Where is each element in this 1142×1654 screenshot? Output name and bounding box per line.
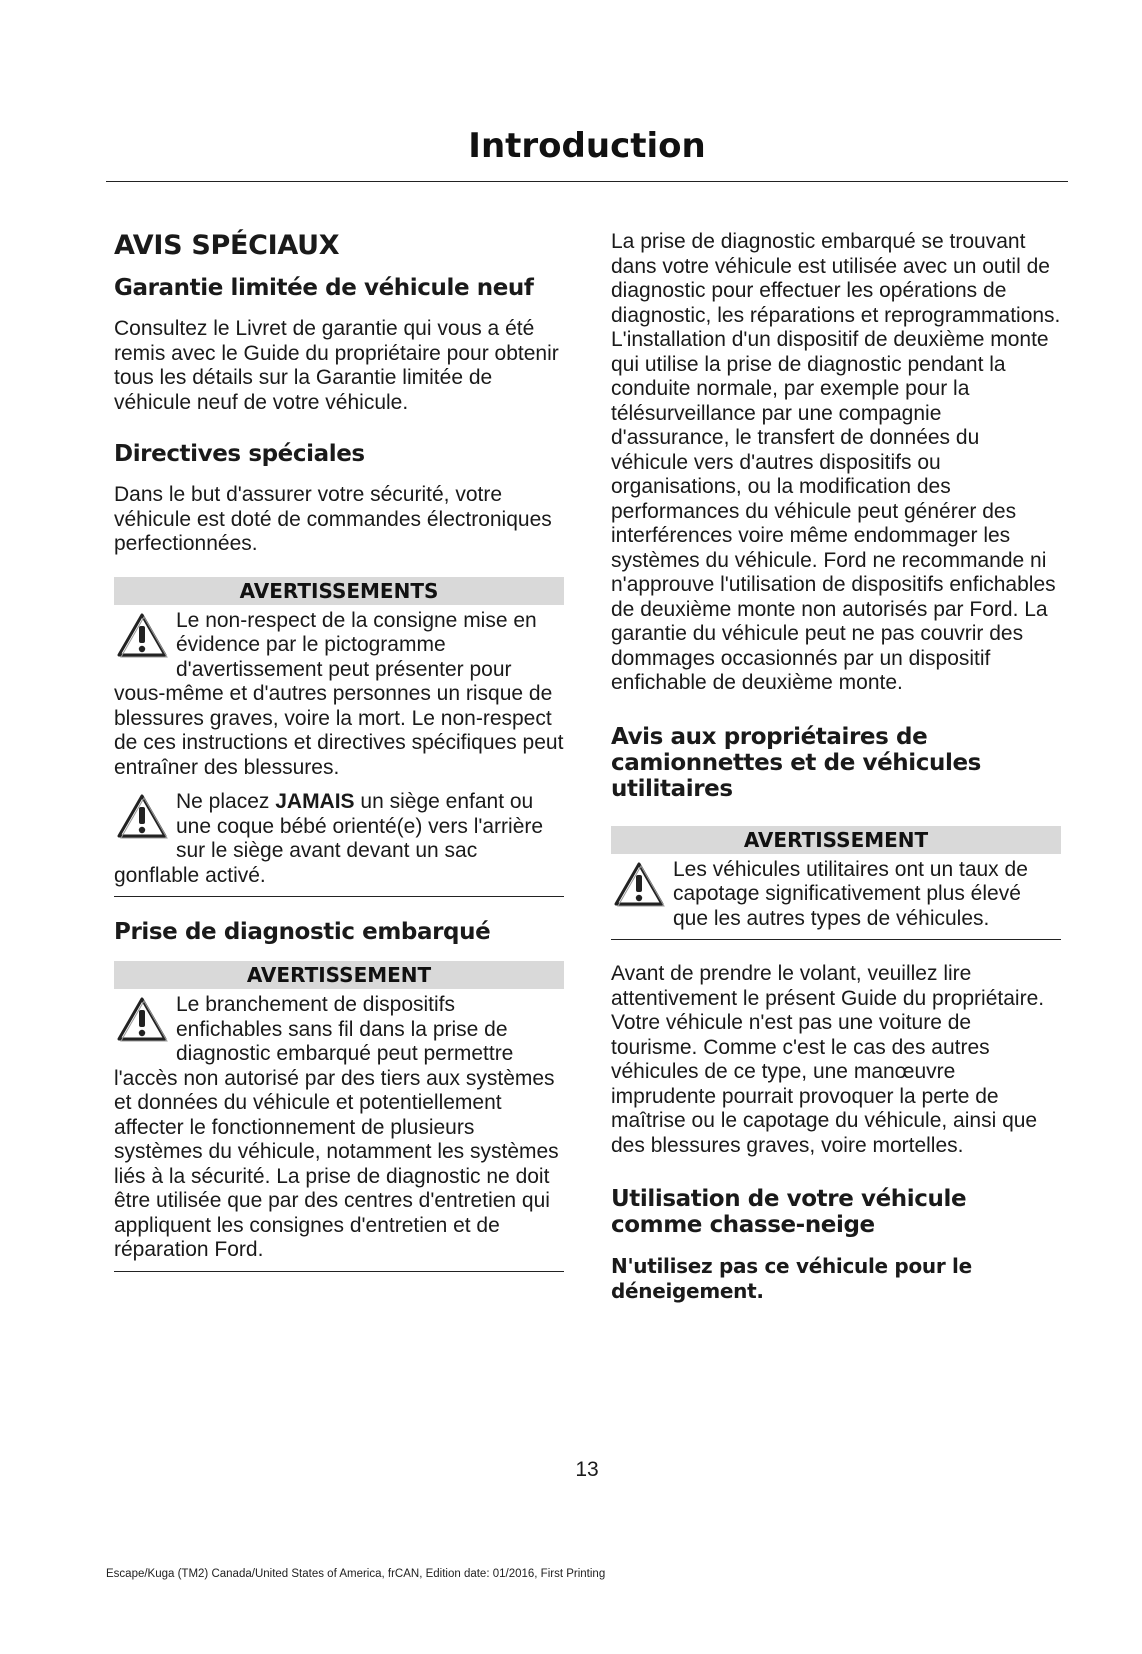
warning-triangle-icon (114, 993, 170, 1045)
footer: Escape/Kuga (TM2) Canada/United States of America, frCAN, Edition date: 01/2016, First Printing (106, 1568, 606, 1580)
warranty-heading: Garantie limitée de véhicule neuf (114, 275, 534, 301)
warning-item-2 (114, 790, 564, 888)
warning-item-2-bold: JAMAIS (275, 790, 355, 813)
trucks-warning (611, 858, 1061, 932)
divider (611, 939, 1061, 940)
divider (114, 1271, 564, 1272)
trucks-warning-text: Les véhicules utilitaires ont un taux de capotage significativement plus élevé que les autres types de véhicules. (673, 857, 1028, 930)
diagnostic-warning-text: Le branchement de dispositifs enfichables sans fil dans la prise de diagnostic embarqué peut permettre l'accès non autorisé par des tiers aux systèmes et données du véhicule et potentiellement affecter le fonctionnement de plusieurs systèmes du véhicule, notamment les systèmes liés à la sécurité. La prise de diagnostic ne doit être utilisée que par des centres d'entretien qui appliquent les consignes d'entretien et de réparation Ford. (114, 993, 559, 1261)
trucks-warning-label: AVERTISSEMENT (611, 826, 1061, 854)
warning-item-2-post: un siège enfant ou une coque bébé orienté(e) vers l'arrière sur le siège avant devant un sac gonflable activé. (114, 790, 544, 887)
snowplow-subheading: N'utilisez pas ce véhicule pour le déneigement. (611, 1254, 972, 1303)
divider (114, 896, 564, 897)
directives-text: Dans le but d'assurer votre sécurité, votre véhicule est doté de commandes électroniques perfectionnées. (114, 483, 552, 555)
left-column (114, 226, 564, 1294)
trucks-text: Avant de prendre le volant, veuillez lire attentivement le présent Guide du propriétaire. Votre véhicule n'est pas une voiture de tourisme. Comme c'est le cas des autres véhicules de ce type, une manœuvre imprudente pourrait provoquer la perte de maîtrise ou le capotage du véhicule, ainsi que des blessures graves, voire mortelles. (611, 962, 1045, 1157)
right-column (611, 230, 1061, 1304)
directives-heading: Directives spéciales (114, 441, 365, 467)
warning-item-2-pre: Ne placez (176, 790, 276, 813)
section-title: AVIS SPÉCIAUX (114, 230, 340, 261)
warning-triangle-icon (114, 609, 170, 661)
diagnostic-description: La prise de diagnostic embarqué se trouvant dans votre véhicule est utilisée avec un outil de diagnostic pour effectuer les opérations de diagnostic, les réparations et reprogrammations. L'installation d'un dispositif de deuxième monte qui utilise la prise de diagnostic pendant la conduite normale, par exemple pour la télésurveillance par une compagnie d'assurance, le transfert de données du véhicule vers d'autres dispositifs ou organisations, ou la modification des performances du véhicule peut générer des interférences voire même endommager les systèmes du véhicule. Ford ne recommande ni n'approuve l'utilisation de dispositifs enfichables de deuxième monte non autorisés par Ford. La garantie du véhicule peut ne pas couvrir des dommages occasionnés par un dispositif enfichable de deuxième monte. (611, 230, 1061, 694)
warranty-text: Consultez le Livret de garantie qui vous a été remis avec le Guide du propriétaire pour obtenir tous les détails sur la Garantie limitée de véhicule neuf de votre véhicule. (114, 317, 559, 414)
title-divider (106, 181, 1068, 182)
warnings-label: AVERTISSEMENTS (114, 577, 564, 605)
diagnostic-warning (114, 993, 564, 1263)
page-number: 13 (575, 1458, 599, 1481)
diagnostic-heading: Prise de diagnostic embarqué (114, 919, 491, 945)
diagnostic-warning-label: AVERTISSEMENT (114, 961, 564, 989)
warning-item-1-text: Le non-respect de la consigne mise en évidence par le pictogramme d'avertissement peut présenter pour vous-même et d'autres personnes un risque de blessures graves, voire la mort. Le non-respect de ces instructions et directives spécifiques peut entraîner des blessures. (114, 608, 564, 779)
page-title: Introduction (468, 126, 706, 166)
warning-triangle-icon (611, 858, 667, 910)
snowplow-heading: Utilisation de votre véhicule comme chasse-neige (611, 1186, 967, 1238)
warning-item-1 (114, 609, 564, 781)
warning-triangle-icon (114, 790, 170, 842)
trucks-heading: Avis aux propriétaires de camionnettes et de véhicules utilitaires (611, 723, 981, 802)
